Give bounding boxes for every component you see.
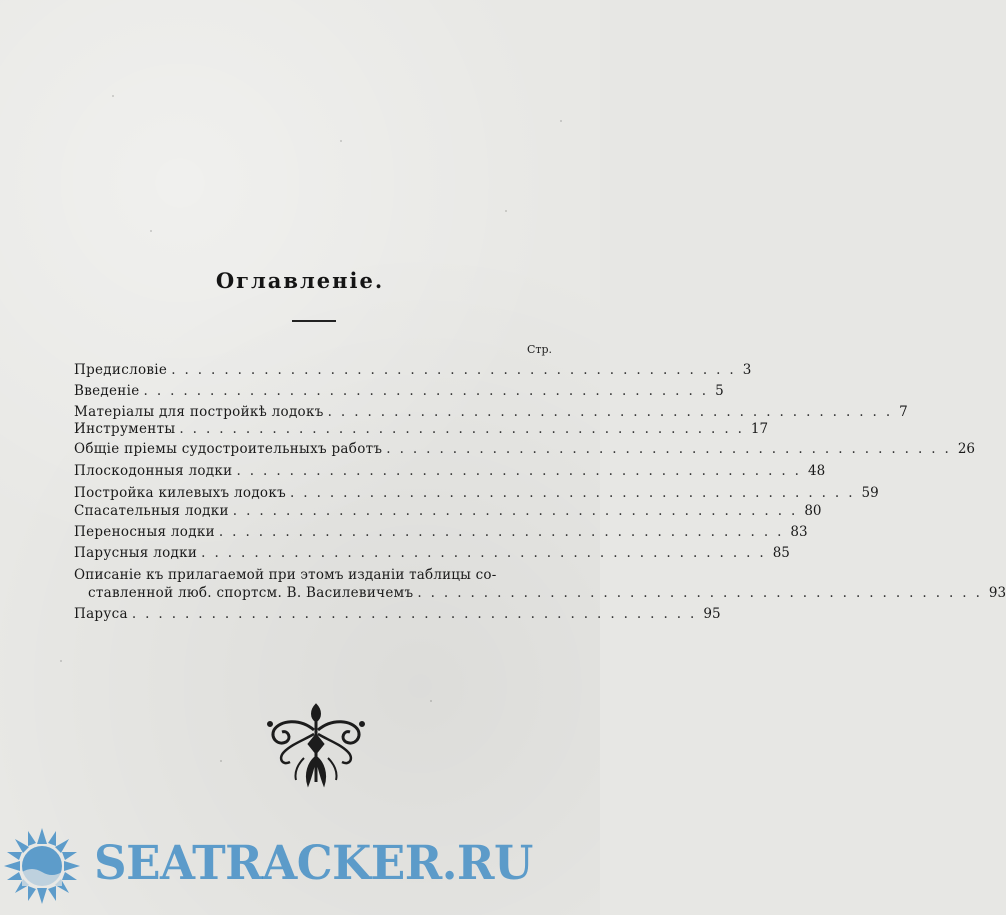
- toc-entry-page: 83: [790, 524, 808, 540]
- leader-dots: ...........................................: [327, 404, 900, 420]
- watermark-text: SEATRACKER.RU: [94, 836, 533, 891]
- toc-entry-title: Плоскодонныя лодки: [74, 463, 233, 479]
- leader-dots: ...........................................: [143, 383, 716, 399]
- toc-entry-title-line2: ставленной люб. спортсм. В. Василевичемъ: [88, 585, 414, 601]
- toc-entry-page: 7: [899, 404, 908, 420]
- toc-entry-page: 85: [772, 545, 790, 561]
- toc-entry: [74, 381, 724, 401]
- leader-dots: ...........................................: [289, 485, 862, 501]
- toc-entry-page: 3: [742, 362, 752, 378]
- toc-entry-title: Матеріалы для постройкѣ лодокъ: [74, 404, 324, 420]
- toc-entry-page: 17: [750, 421, 769, 437]
- toc-entry: [74, 501, 822, 521]
- title-rule: [292, 320, 336, 322]
- toc-entry: [74, 604, 721, 624]
- toc-entry-title: Переносныя лодки: [74, 524, 215, 540]
- toc-entry: [74, 419, 769, 439]
- toc-entry-title-line1: Описаніе къ прилагаемой при этомъ изданіи таблицы со-: [74, 567, 497, 583]
- leader-dots: ...........................................: [218, 524, 791, 540]
- toc-entry-title: Общіе пріемы судостроительныхъ работъ: [74, 441, 383, 457]
- toc-entry: [74, 439, 976, 459]
- toc-entry: [74, 483, 879, 503]
- page-title: Оглавленіе.: [215, 268, 385, 293]
- toc-entry-page: 95: [703, 606, 721, 622]
- toc-entry-page: 93: [988, 585, 1006, 601]
- toc-entry: [74, 583, 1006, 603]
- fleuron-ornament-icon: [264, 700, 368, 792]
- toc-entry-page: 48: [807, 463, 826, 479]
- toc-entry: [74, 360, 752, 380]
- toc-entry-title: Инструменты: [74, 421, 176, 437]
- toc-entry-title: Постройка килевыхъ лодокъ: [74, 485, 286, 501]
- toc-entry-page: 80: [804, 503, 822, 519]
- toc-entry-page: 59: [861, 485, 879, 501]
- toc-entry-title: Предисловіе: [74, 362, 168, 378]
- leader-dots: ...........................................: [179, 421, 751, 437]
- toc-entry-page: 5: [715, 383, 724, 399]
- leader-dots: ...........................................: [131, 606, 704, 622]
- toc-entry: [74, 522, 808, 542]
- leader-dots: ...........................................: [417, 585, 989, 601]
- toc-entry: [74, 461, 826, 481]
- toc-entry: [74, 543, 790, 563]
- pages-column-header: Стр.: [527, 343, 553, 356]
- leader-dots: ...........................................: [236, 463, 808, 479]
- toc-entry-title: Паруса: [74, 606, 128, 622]
- toc-entry-title: Парусныя лодки: [74, 545, 198, 561]
- leader-dots: ...........................................: [386, 441, 958, 457]
- sun-burst-icon: [4, 828, 80, 904]
- leader-dots: ...........................................: [201, 545, 773, 561]
- leader-dots: ...........................................: [171, 362, 743, 378]
- leader-dots: ...........................................: [232, 503, 805, 519]
- toc-entry-page: 26: [957, 441, 976, 457]
- toc-entry-title: Спасательныя лодки: [74, 503, 229, 519]
- toc-entry-title: Введеніе: [74, 383, 140, 399]
